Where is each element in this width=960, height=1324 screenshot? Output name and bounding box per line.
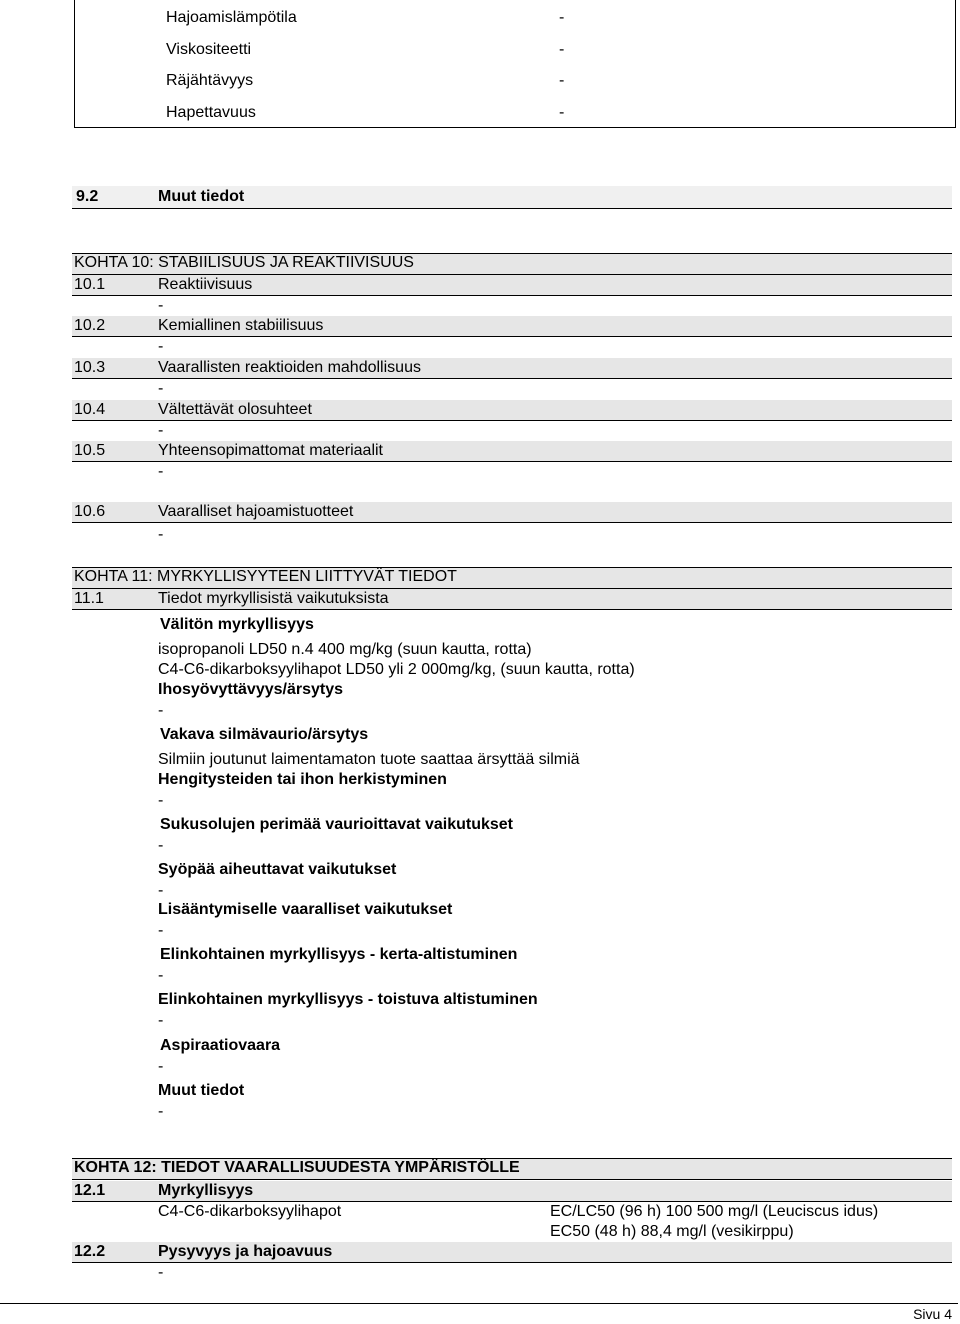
subsection-title: Kemiallinen stabiilisuus bbox=[158, 317, 324, 334]
tox-heading: Syöpää aiheuttavat vaikutukset bbox=[158, 861, 397, 878]
prop-label: Viskositeetti bbox=[166, 41, 252, 58]
tox-text: Silmiin joutunut laimentamaton tuote saattaa ärsyttää silmiä bbox=[158, 751, 580, 768]
subsection-number: 10.6 bbox=[74, 503, 106, 520]
subsection-value: - bbox=[158, 526, 164, 543]
tox-heading: Sukusolujen perimää vaurioittavat vaikutukset bbox=[160, 816, 514, 833]
subsection-number: 10.5 bbox=[74, 442, 106, 459]
subsection-title: Vältettävät olosuhteet bbox=[158, 401, 312, 418]
subsection-title: Vaaralliset hajoamistuotteet bbox=[158, 503, 354, 520]
subsection-number: 11.1 bbox=[74, 590, 104, 607]
subsection-value: - bbox=[158, 463, 164, 480]
properties-box bbox=[74, 0, 956, 128]
tox-text: - bbox=[158, 1103, 164, 1120]
subsection-title: Yhteensopimattomat materiaalit bbox=[158, 442, 383, 459]
tox-heading: Ihosyövyttävyys/ärsytys bbox=[158, 681, 343, 698]
section-10-heading: KOHTA 10: STABIILISUUS JA REAKTIIVISUUS bbox=[74, 254, 414, 271]
subsection-title: Myrkyllisyys bbox=[158, 1182, 254, 1199]
footer-rule bbox=[0, 1303, 958, 1304]
page-number: Sivu 4 bbox=[913, 1306, 952, 1322]
tox-text: - bbox=[158, 1012, 164, 1029]
subsection-value: - bbox=[158, 380, 164, 397]
subsection-value: - bbox=[158, 338, 164, 355]
tox-text: - bbox=[158, 1058, 164, 1075]
prop-label: Hajoamislämpötila bbox=[166, 9, 297, 26]
tox-text: - bbox=[158, 967, 164, 984]
tox-text: isopropanoli LD50 n.4 400 mg/kg (suun kautta, rotta) bbox=[158, 641, 532, 658]
tox-heading: Elinkohtainen myrkyllisyys - kerta-altistuminen bbox=[160, 946, 518, 963]
prop-value: - bbox=[559, 41, 565, 58]
subsection-value: - bbox=[158, 297, 164, 314]
tox-text: - bbox=[158, 837, 164, 854]
subsection-number: 10.1 bbox=[74, 276, 106, 293]
tox-heading: Aspiraatiovaara bbox=[160, 1037, 281, 1054]
tox-text: C4-C6-dikarboksyylihapot LD50 yli 2 000mg/kg, (suun kautta, rotta) bbox=[158, 661, 635, 678]
subsection-title: Pysyvyys ja hajoavuus bbox=[158, 1243, 333, 1260]
tox-heading: Muut tiedot bbox=[158, 1082, 245, 1099]
ecotox-value: EC/LC50 (96 h) 100 500 mg/l (Leuciscus idus) bbox=[550, 1203, 879, 1220]
substance-name: C4-C6-dikarboksyylihapot bbox=[158, 1203, 342, 1220]
tox-heading: Hengitysteiden tai ihon herkistyminen bbox=[158, 771, 447, 788]
tox-text: - bbox=[158, 702, 164, 719]
tox-text: - bbox=[158, 792, 164, 809]
subsection-number: 10.3 bbox=[74, 359, 106, 376]
section-12-heading: KOHTA 12: TIEDOT VAARALLISUUDESTA YMPÄRISTÖLLE bbox=[74, 1159, 520, 1176]
subsection-number: 9.2 bbox=[76, 188, 99, 205]
tox-text: - bbox=[158, 882, 164, 899]
prop-value: - bbox=[559, 104, 565, 121]
prop-value: - bbox=[559, 72, 565, 89]
tox-heading: Välitön myrkyllisyys bbox=[160, 616, 314, 633]
subsection-number: 12.1 bbox=[74, 1182, 106, 1199]
subsection-title: Reaktiivisuus bbox=[158, 276, 253, 293]
section-11-heading: KOHTA 11: MYRKYLLISYYTEEN LIITTYVÄT TIEDOT bbox=[74, 568, 457, 585]
ecotox-value: EC50 (48 h) 88,4 mg/l (vesikirppu) bbox=[550, 1223, 794, 1240]
subsection-value: - bbox=[158, 422, 164, 439]
subsection-title: Muut tiedot bbox=[158, 188, 245, 205]
tox-heading: Elinkohtainen myrkyllisyys - toistuva altistuminen bbox=[158, 991, 538, 1008]
tox-heading: Lisääntymiselle vaaralliset vaikutukset bbox=[158, 901, 453, 918]
prop-value: - bbox=[559, 9, 565, 26]
subsection-number: 10.4 bbox=[74, 401, 106, 418]
prop-label: Hapettavuus bbox=[166, 104, 256, 121]
subsection-number: 10.2 bbox=[74, 317, 106, 334]
subsection-value: - bbox=[158, 1264, 164, 1281]
subsection-title: Vaarallisten reaktioiden mahdollisuus bbox=[158, 359, 421, 376]
subsection-number: 12.2 bbox=[74, 1243, 106, 1260]
tox-text: - bbox=[158, 922, 164, 939]
subsection-title: Tiedot myrkyllisistä vaikutuksista bbox=[158, 590, 389, 607]
prop-label: Räjähtävyys bbox=[166, 72, 254, 89]
tox-heading: Vakava silmävaurio/ärsytys bbox=[160, 726, 369, 743]
